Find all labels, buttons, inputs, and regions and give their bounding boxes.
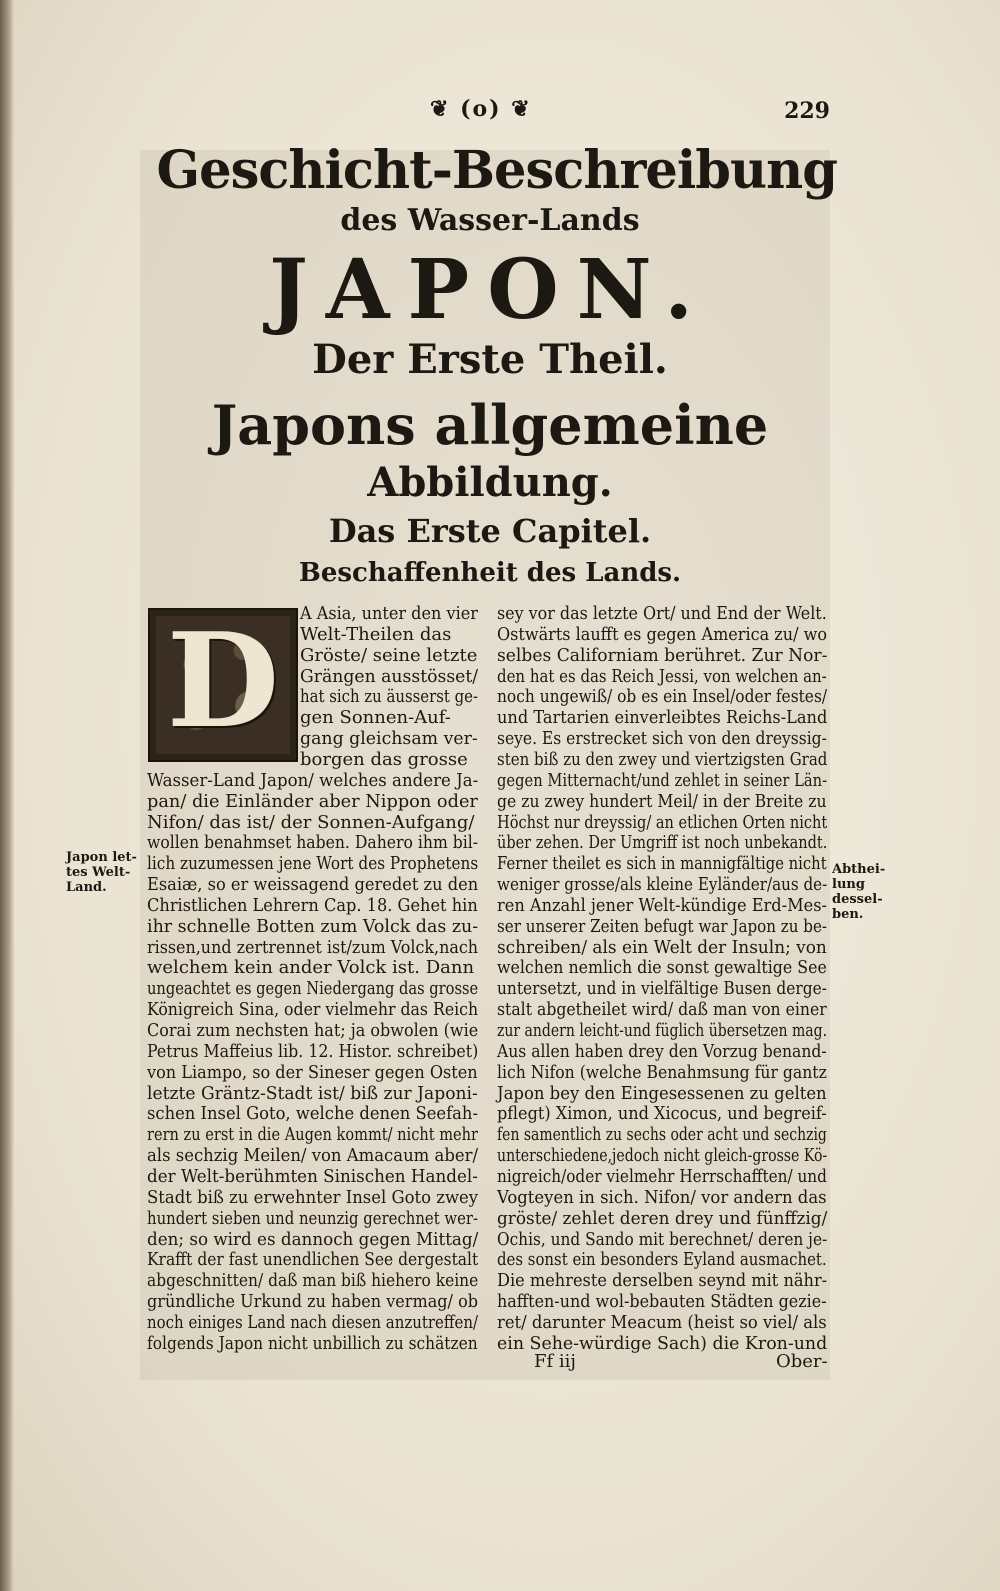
text-line: ren Anzahl jener Welt-kündige Erd-Mes- — [497, 894, 828, 916]
text-line: pflegt) Ximon, und Xicocus, und begreif- — [497, 1103, 827, 1125]
margin-note-line: Land. — [66, 880, 107, 895]
text-line: Ferner theilet es sich in mannigfältige nicht — [497, 853, 827, 875]
text-line: ge zu zwey hundert Meil/ in der Breite zu — [497, 790, 827, 812]
text-line: lich zuzumessen jene Wort des Prophetens — [147, 853, 479, 875]
text-line: sey vor das letzte Ort/ und End der Welt. — [497, 603, 827, 624]
text-line: Die mehreste derselben seynd mit nähr- — [497, 1270, 828, 1292]
text-line: gröste/ zehlet deren drey und fünffzig/ — [497, 1207, 828, 1229]
text-line: zur andern leicht-und füglich übersetzen mag. — [497, 1020, 828, 1041]
header-ornament: ❦ (o) ❦ — [430, 96, 532, 122]
title-line-1: Geschicht-Beschreibung — [156, 140, 837, 201]
text-line: Ostwärts laufft es gegen America zu/ wo — [497, 623, 827, 645]
text-line: welchem kein ander Volck ist. Dann — [147, 957, 475, 979]
text-line: den; so wird es dannoch gegen Mittag/ — [147, 1228, 479, 1250]
text-line: Welt-Theilen das — [300, 623, 452, 645]
text-line: selbes Californiam berühret. Zur Nor- — [497, 644, 828, 666]
text-line: schreiben/ als ein Welt der Insuln; von — [497, 936, 827, 958]
text-line: ein Sehe-würdige Sach) die Kron-und — [497, 1332, 828, 1354]
right-margin-note — [832, 862, 912, 922]
text-line: Vogteyen in sich. Nifon/ vor andern das — [497, 1186, 827, 1208]
catchword: Ober- — [776, 1351, 828, 1372]
part-heading: Der Erste Theil. — [312, 336, 668, 383]
text-line: Gröste/ seine letzte — [300, 644, 478, 666]
decorated-initial — [148, 604, 298, 762]
text-line: borgen das grosse — [300, 748, 468, 770]
text-line: Aus allen haben drey den Vorzug benand- — [497, 1040, 827, 1062]
text-line: noch einiges Land nach diesen anzutreffen/ — [147, 1311, 479, 1333]
text-line: rissen,und zertrennet ist/zum Volck,nach — [147, 936, 479, 958]
text-line: ser unserer Zeiten befugt war Japon zu be- — [497, 915, 828, 937]
text-line: schen Insel Goto, welche denen Seefah- — [147, 1103, 478, 1125]
text-line: welchen nemlich die sonst gewaltige See — [497, 957, 827, 979]
text-line: folgends Japon nicht unbillich zu schätzen — [147, 1332, 478, 1354]
text-line: rern zu erst in die Augen kommt/ nicht mehr — [147, 1124, 479, 1146]
text-line: Nifon/ das ist/ der Sonnen-Aufgang/ — [147, 811, 475, 833]
text-line: sten biß zu den zwey und viertzigsten Grad — [497, 748, 828, 770]
text-line: fen samentlich zu sechs oder acht und sechzig — [497, 1124, 827, 1146]
text-line: der Welt-berühmten Sinischen Handel- — [147, 1165, 478, 1187]
text-line: nigreich/oder vielmehr Herrschafften/ und — [497, 1165, 827, 1187]
text-line: noch ungewiß/ ob es ein Insel/oder festes/ — [497, 686, 828, 708]
text-line: unterschiedene,jedoch nicht gleich-grosse Kö- — [497, 1145, 828, 1167]
margin-note-line: ben. — [832, 907, 864, 922]
text-line: des sonst ein besonders Eyland ausmachet. — [497, 1249, 827, 1271]
text-line: Petrus Maffeius lib. 12. Histor. schreibet) — [147, 1040, 479, 1062]
text-line: Esaiæ, so er weissagend geredet zu den — [147, 874, 479, 896]
title-japon: JAPON. — [269, 242, 711, 338]
text-line: und Tartarien einverleibtes Reichs-Land — [497, 707, 828, 729]
text-line: den hat es das Reich Jessi, von welchen an- — [497, 665, 827, 687]
margin-note-line: tes Welt- — [66, 865, 131, 880]
text-line: letzte Gräntz-Stadt ist/ biß zur Japoni- — [147, 1082, 478, 1104]
text-line: hafften-und wol-bebauten Städten gezie- — [497, 1291, 827, 1313]
page-gutter — [0, 0, 14, 1591]
text-line: Krafft der fast unendlichen See dergestalt — [147, 1249, 479, 1271]
text-line: ihr schnelle Botten zum Volck das zu- — [147, 915, 479, 937]
text-line: von Liampo, so der Sineser gegen Osten — [147, 1061, 478, 1083]
text-line: Japon bey den Eingesessenen zu gelten — [497, 1082, 827, 1104]
running-header — [430, 96, 830, 126]
text-line: gang gleichsam ver- — [300, 728, 478, 750]
text-line: gründliche Urkund zu haben vermag/ ob — [147, 1291, 479, 1313]
text-line: über zehen. Der Umgriff ist noch unbekandt. — [497, 832, 828, 854]
text-line: hundert sieben und neunzig gerechnet wer- — [147, 1207, 479, 1229]
chapter-subtitle: Beschaffenheit des Lands. — [298, 558, 682, 588]
text-line: Grängen ausstösset/ — [300, 665, 479, 687]
text-line: Corai zum nechsten hat; ja obwolen (wie — [147, 1020, 479, 1041]
text-line: A Asia, unter den vier — [300, 603, 478, 624]
left-margin-note — [66, 850, 140, 895]
text-line: abgeschnitten/ daß man biß hiehero keine — [147, 1270, 479, 1292]
text-line: Stadt biß zu erwehnter Insel Goto zwey — [147, 1186, 479, 1208]
text-line: als sechzig Meilen/ von Amacaum aber/ — [147, 1145, 479, 1167]
text-line: Christlichen Lehrern Cap. 18. Gehet hin — [147, 894, 478, 916]
text-line: ret/ darunter Meacum (heist so viel/ als — [497, 1311, 827, 1333]
text-line: Ochis, und Sando mit berechnet/ deren je- — [497, 1228, 828, 1250]
text-line: hat sich zu äusserst ge- — [300, 686, 478, 708]
text-line: gegen Mitternacht/und zehlet in seiner Län- — [497, 769, 828, 791]
section-heading: Japons allgemeine — [211, 393, 769, 457]
margin-note-line: Abthei- — [832, 862, 886, 877]
text-line: lich Nifon (welche Benahmsung für gantz — [497, 1061, 827, 1083]
margin-note-line: Japon let- — [66, 850, 137, 865]
text-line: Königreich Sina, oder vielmehr das Reich — [147, 999, 479, 1021]
initial-letter: D — [166, 604, 280, 757]
text-line: ungeachtet es gegen Niedergang das grosse — [147, 978, 479, 1000]
section-heading-2: Abbildung. — [367, 459, 613, 506]
page-number: 229 — [784, 98, 830, 124]
text-line: wollen benahmset haben. Dahero ihm bil- — [147, 832, 479, 854]
text-line: untersetzt, und in vielfältige Busen derge- — [497, 978, 827, 1000]
margin-note-line: lung dessel- — [832, 877, 883, 907]
title-line-2: des Wasser-Lands — [340, 203, 640, 238]
text-line: pan/ die Einländer aber Nippon oder — [147, 790, 478, 812]
signature-mark: Ff iij — [534, 1351, 576, 1372]
text-line: gen Sonnen-Auf- — [300, 707, 451, 729]
text-line: stalt abgetheilet wird/ daß man von einer — [497, 999, 827, 1021]
text-line: Wasser-Land Japon/ welches andere Ja- — [147, 769, 479, 791]
text-line: seye. Es erstrecket sich von den dreyssig- — [497, 728, 827, 750]
chapter-heading: Das Erste Capitel. — [328, 512, 652, 550]
text-line: weniger grosse/als kleine Eyländer/aus de- — [497, 874, 828, 896]
text-line: Höchst nur dreyssig/ an etlichen Orten nicht — [497, 811, 828, 833]
